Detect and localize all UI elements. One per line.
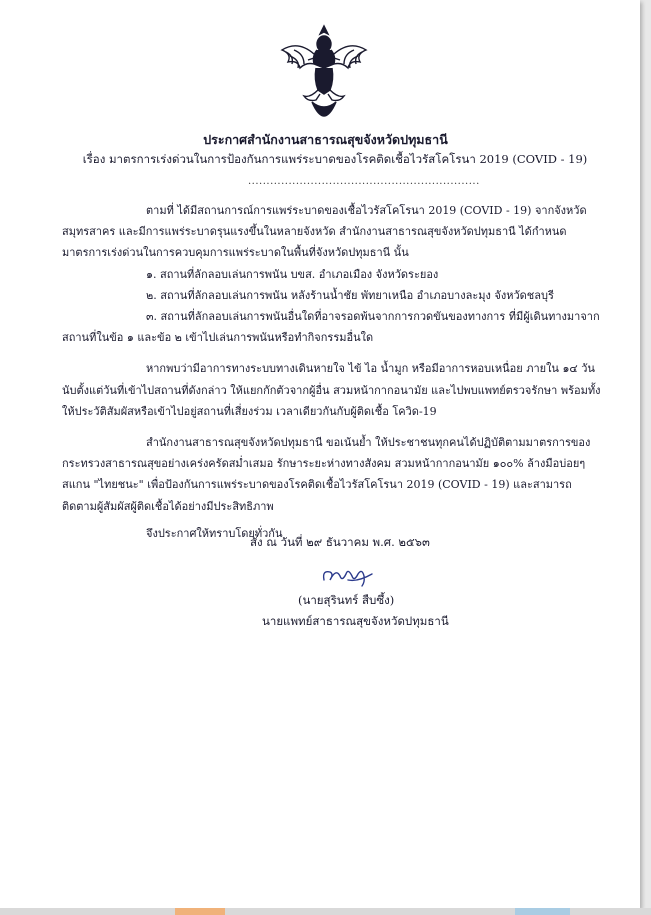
- footer-segment: [515, 908, 570, 915]
- signer-title: นายแพทย์สาธารณสุขจังหวัดปทุมธานี: [262, 614, 449, 628]
- list-item-3: ๓. สถานที่ลักลอบเล่นการพนันอื่นใดที่อาจรอดพ้นจากการกวดขันของทางการ ที่มีผู้เดินทางมาจากสถานที่ในข้อ ๑ และข้อ ๒ เข้าไปเล่นการพนันหรือทำกิจกรรมอื่นใด: [62, 310, 600, 345]
- signer-name: (นายสุรินทร์ สืบซึ้ง): [298, 593, 395, 607]
- issue-date: สั่ง ณ วันที่ ๒๙ ธันวาคม พ.ศ. ๒๕๖๓: [250, 535, 430, 549]
- announcement-title: ประกาศสำนักงานสาธารณสุขจังหวัดปทุมธานี: [203, 132, 448, 147]
- footer-segment: [0, 908, 175, 915]
- announcement-subject: เรื่อง มาตรการเร่งด่วนในการป้องกันการแพร่ระบาดของโรคติดเชื้อไวรัสโคโรนา 2019 (COVID - 19): [82, 152, 588, 166]
- paragraph-intro: ตามที่ ได้มีสถานการณ์การแพร่ระบาดของเชื้อไวรัสโคโรนา 2019 (COVID - 19) จากจังหวัดสมุทรสาคร และมีการแพร่ระบาดรุนแรงขึ้นในหลายจังหวัด สำนักงานสาธารณสุขจังหวัดปทุมธานี ได้กำหนดมาตรการเร่งด่วนในการควบคุมการแพร่ระบาดในพื้นที่จังหวัดปทุมธานี นั้น: [62, 204, 587, 260]
- paragraph-symptoms: หากพบว่ามีอาการทางระบบทางเดินหายใจ ไข้ ไอ น้ำมูก หรือมีอาการหอบเหนื่อย ภายใน ๑๔ วัน นับตั้งแต่วันที่เข้าไปสถานที่ดังกล่าว ให้แยกกักตัวจากผู้อื่น สวมหน้ากากอนามัย และไปพบแพทย์ตรวจรักษา พร้อมทั้งให้ประวัติสัมผัสหรือเข้าไปอยู่สถานที่เสี่ยงร่วม เวลาเดียวกันกับผู้ติดเชื้อ โควิด-19: [62, 362, 601, 418]
- paragraph-measures: สำนักงานสาธารณสุขจังหวัดปทุมธานี ขอเน้นย้ำ ให้ประชาชนทุกคนได้ปฏิบัติตามมาตรการของกระทรวงสาธารณสุขอย่างเคร่งครัดสม่ำเสมอ รักษาระยะห่างทางสังคม สวมหน้ากากอนามัย ๑๐๐% ล้างมือบ่อยๆ สแกน "ไทยชนะ" เพื่อป้องกันการแพร่ระบาดของโรคติดเชื้อไวรัสโคโรนา 2019 (COVID - 19) และสามารถติดตามผู้สัมผัสผู้ติดเชื้อได้อย่างมีประสิทธิภาพ: [62, 436, 591, 513]
- list-item-2: ๒. สถานที่ลักลอบเล่นการพนัน หลังร้านน้ำชัย พัทยาเหนือ อำเภอบางละมุง จังหวัดชลบุรี: [146, 288, 554, 302]
- footer-segment: [175, 908, 225, 915]
- divider-dots: ...............................................................: [248, 176, 480, 187]
- closing-statement: จึงประกาศให้ทราบโดยทั่วกัน: [146, 526, 283, 540]
- announcement-body: [62, 200, 602, 544]
- list-item-1: ๑. สถานที่ลักลอบเล่นการพนัน บขส. อำเภอเมือง จังหวัดระยอง: [146, 267, 439, 281]
- footer-strip: [0, 908, 651, 915]
- signature-image: [318, 562, 378, 590]
- footer-segment: [570, 908, 651, 915]
- footer-segment: [225, 908, 515, 915]
- garuda-emblem-icon: [274, 20, 374, 120]
